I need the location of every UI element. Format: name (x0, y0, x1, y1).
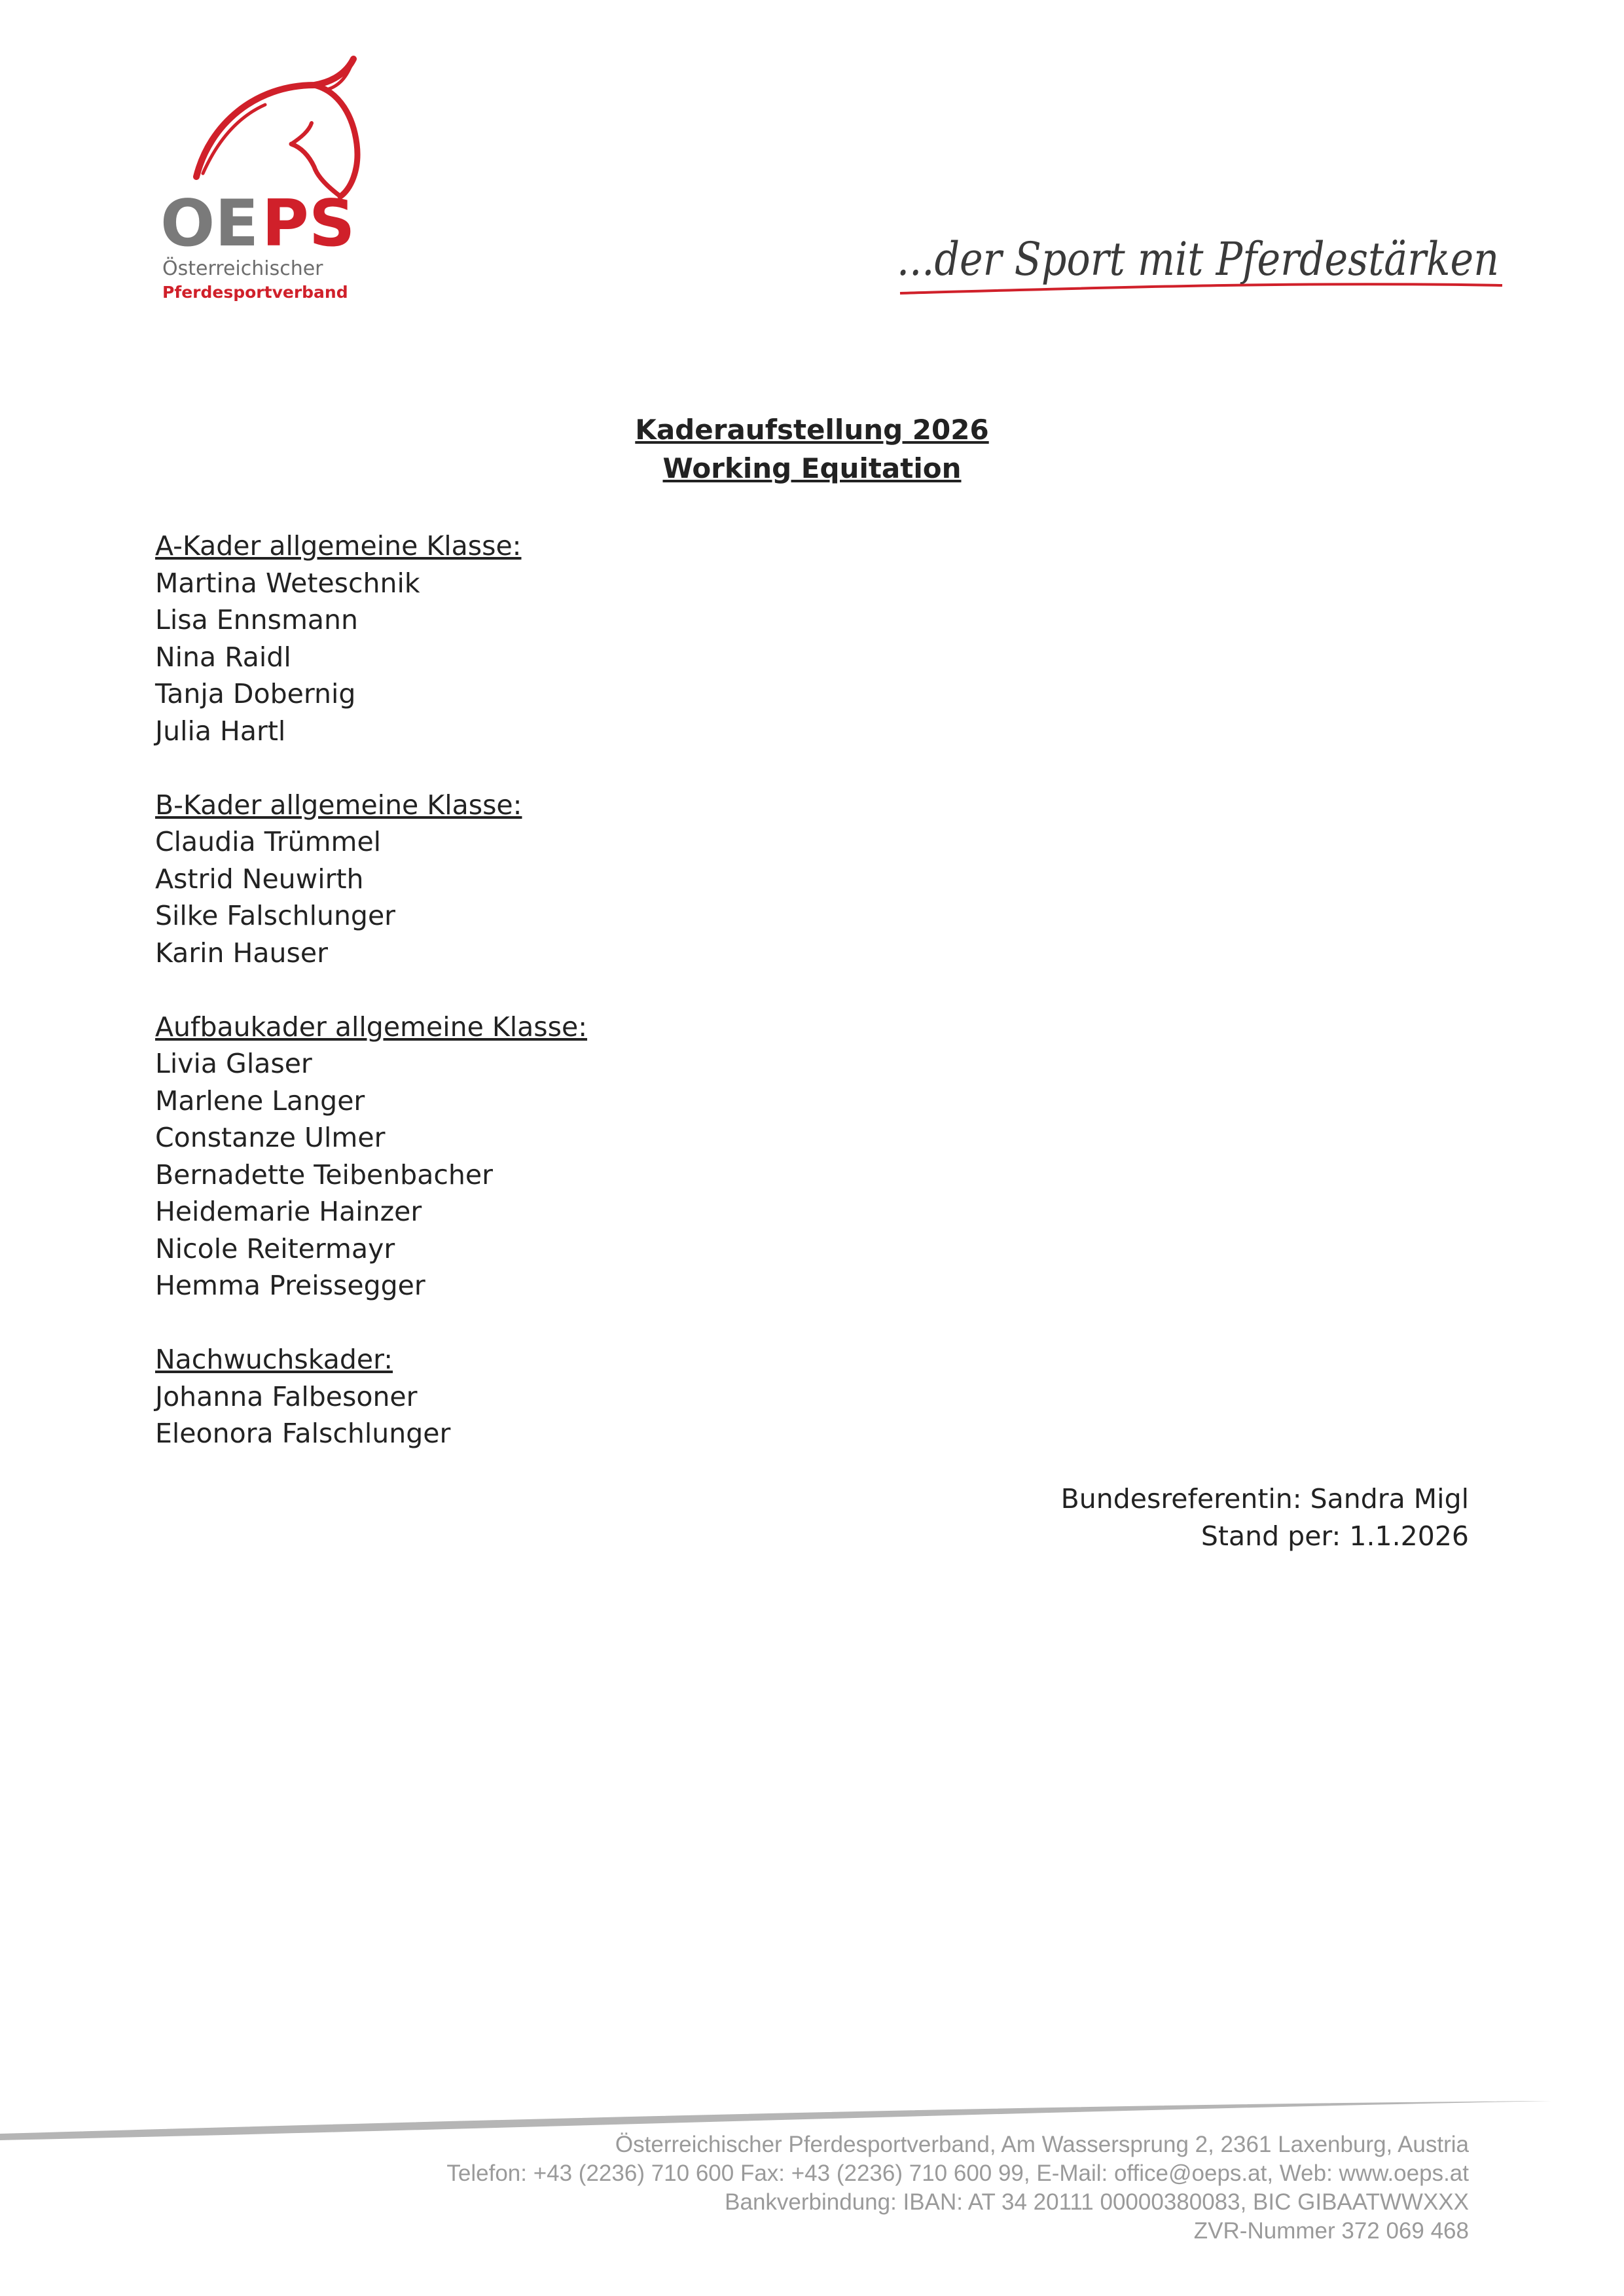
member-name: Bernadette Teibenbacher (155, 1158, 493, 1191)
footer-address: Österreichischer Pferdesportverband, Am Wassersprung 2, 2361 Laxenburg, Austria (615, 2132, 1469, 2157)
slogan (897, 223, 1519, 314)
member-name: Constanze Ulmer (155, 1122, 386, 1153)
oeps-logo (157, 46, 399, 314)
federal-referee: Bundesreferentin: Sandra Migl (1060, 1483, 1469, 1515)
footer-bank: Bankverbindung: IBAN: AT 34 20111 00000380083, BIC GIBAATWWXXX (725, 2189, 1469, 2215)
footer-contact (446, 2130, 1469, 2246)
logo-subtitle-1: Österreichischer (162, 257, 323, 280)
member-name: Heidemarie Hainzer (155, 1196, 422, 1227)
logo-subtitle-2: Pferdesportverband (162, 283, 348, 302)
footer-zvr: ZVR-Nummer 372 069 468 (1193, 2218, 1469, 2244)
section-heading: Nachwuchskader: (155, 1344, 393, 1375)
svg-text:PS: PS (262, 187, 355, 261)
member-name: Julia Hartl (155, 715, 286, 747)
section-nachwuchskader (155, 1341, 1137, 1452)
member-name: Johanna Falbesoner (155, 1380, 418, 1412)
member-name: Nicole Reitermayr (155, 1232, 395, 1265)
document-title: Kaderaufstellung 2026 (635, 414, 989, 446)
slogan-text: ...der Sport mit Pferdestärken (897, 232, 1499, 286)
status-date: Stand per: 1.1.2026 (1200, 1520, 1469, 1552)
oeps-wordmark (160, 187, 355, 261)
squad-list (155, 528, 1137, 1489)
member-name: Karin Hauser (155, 937, 328, 969)
section-a-kader (155, 528, 1137, 749)
member-name: Eleonora Falschlunger (155, 1418, 451, 1449)
member-name: Astrid Neuwirth (155, 863, 364, 895)
section-heading: Aufbaukader allgemeine Klasse: (155, 1011, 588, 1043)
member-name: Martina Weteschnik (155, 567, 420, 599)
section-b-kader (155, 787, 1137, 972)
section-heading: A-Kader allgemeine Klasse: (155, 530, 522, 562)
svg-text:OE: OE (160, 187, 259, 261)
section-aufbaukader (155, 1009, 1137, 1304)
member-name: Hemma Preissegger (155, 1270, 425, 1301)
member-name: Lisa Ennsmann (155, 604, 359, 636)
section-heading: B-Kader allgemeine Klasse: (155, 789, 522, 821)
document-subtitle: Working Equitation (662, 452, 962, 484)
member-name: Claudia Trümmel (155, 826, 382, 857)
member-name: Livia Glaser (155, 1048, 312, 1079)
member-name: Tanja Dobernig (155, 678, 356, 709)
signature-block (1061, 1480, 1469, 1554)
member-name: Silke Falschlunger (155, 900, 396, 931)
member-name: Nina Raidl (155, 641, 291, 673)
footer-phone-email: Telefon: +43 (2236) 710 600 Fax: +43 (2236) 710 600 99, E-Mail: office@oeps.at, Web: www.oeps.at (446, 2161, 1469, 2186)
member-name: Marlene Langer (155, 1085, 365, 1117)
horse-head-icon (196, 59, 357, 196)
